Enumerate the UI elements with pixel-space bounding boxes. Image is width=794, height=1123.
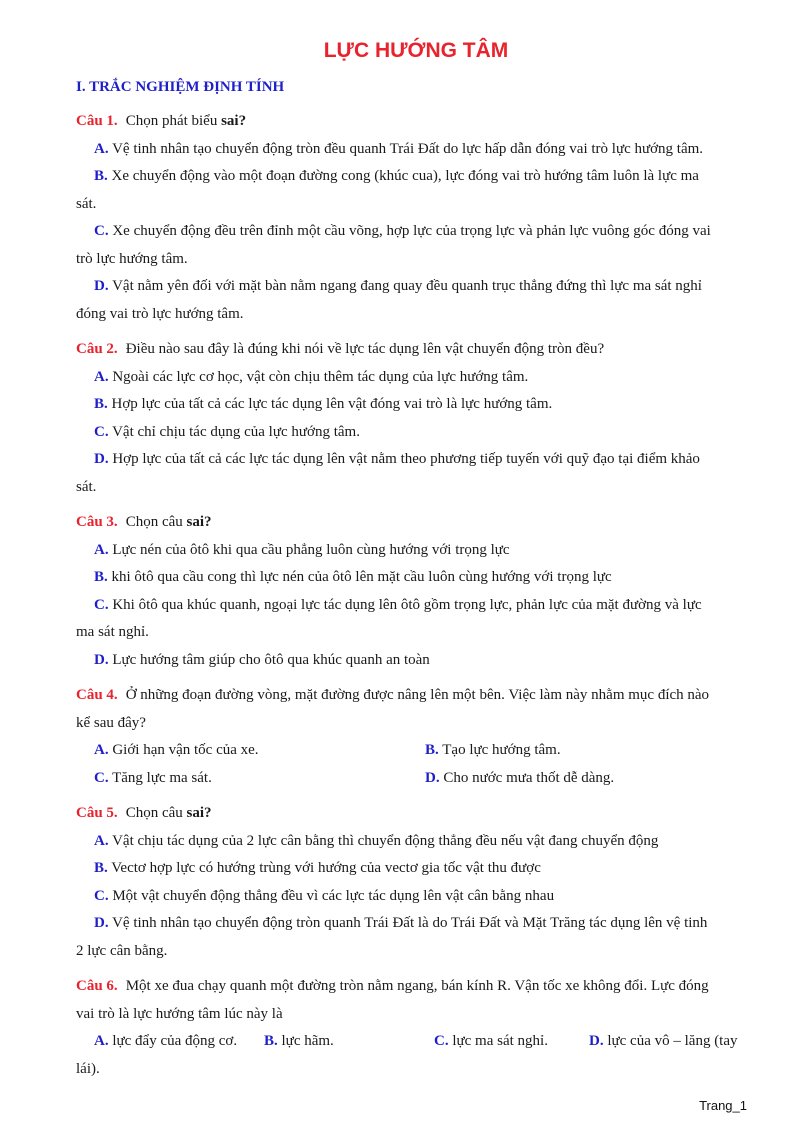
- option-a: A. lực đẩy của động cơ.: [94, 1033, 238, 1049]
- option-d-continued: đóng vai trò lực hướng tâm.: [76, 305, 244, 322]
- option-b: B. Vectơ hợp lực có hướng trùng với hướng của vectơ gia tốc vật thu được: [94, 860, 541, 876]
- question-stem: Chọn phát biểu: [125, 113, 222, 129]
- option-a: A. Vật chịu tác dụng của 2 lực cân bằng thì chuyển động thẳng đều nếu vật đang chuyển động: [94, 832, 659, 849]
- options-row: [76, 1028, 756, 1056]
- option-c: C. Khi ôtô qua khúc quanh, ngoại lực tác dụng lên ôtô gồm trọng lực, phản lực của mặt đường và lực: [94, 596, 702, 613]
- page-number: Trang_1: [699, 1098, 747, 1113]
- option-d: D. Cho nước mưa thốt dễ dàng.: [425, 769, 615, 786]
- option-b: B. khi ôtô qua cầu cong thì lực nén của ôtô lên mặt cầu luôn cùng hướng với trọng lực: [94, 569, 612, 585]
- option-c-continued: trò lực hướng tâm.: [76, 250, 188, 267]
- option-b-continued: sát.: [76, 195, 97, 212]
- option-b: B. lực hãm.: [264, 1033, 334, 1049]
- option-d: D. Lực hướng tâm giúp cho ôtô qua khúc quanh an toàn: [94, 651, 430, 668]
- option-c: C. lực ma sát nghỉ.: [434, 1033, 548, 1049]
- option-b: B. Tạo lực hướng tâm.: [425, 742, 561, 758]
- section-heading: I. TRẮC NGHIỆM ĐỊNH TÍNH: [76, 79, 285, 95]
- question-stem: Một xe đua chạy quanh một đường tròn nằm ngang, bán kính R. Vận tốc xe không đổi. Lực đóng: [125, 978, 709, 994]
- question-stem-continued: vai trò là lực hướng tâm lúc này là: [76, 1005, 283, 1022]
- option-d-continued: lái).: [76, 1060, 100, 1077]
- option-c: C. Vật chỉ chịu tác dụng của lực hướng tâm.: [94, 423, 360, 440]
- question-stem-continued: kể sau đây?: [76, 714, 146, 731]
- option-c-continued: ma sát nghỉ.: [76, 624, 149, 640]
- question-stem-emphasis: sai?: [186, 805, 212, 821]
- question-stem-emphasis: sai?: [186, 514, 212, 530]
- option-a: A. Lực nén của ôtô khi qua cầu phẳng luôn cùng hướng với trọng lực: [94, 541, 510, 558]
- question-number: Câu 3.: [76, 514, 118, 530]
- page-title: LỰC HƯỚNG TÂM: [323, 39, 509, 62]
- option-b: B. Hợp lực của tất cả các lực tác dụng lên vật đóng vai trò là lực hướng tâm.: [94, 396, 553, 412]
- option-c: C. Tăng lực ma sát.: [94, 769, 212, 786]
- option-b: B. Xe chuyển động vào một đoạn đường cong (khúc cua), lực đóng vai trò hướng tâm luôn là lực ma: [94, 168, 699, 184]
- option-c: C. Xe chuyển động đều trên đỉnh một cầu võng, hợp lực của trọng lực và phản lực vuông góc đóng vai: [94, 223, 711, 239]
- option-a: A. Ngoài các lực cơ học, vật còn chịu thêm tác dụng của lực hướng tâm.: [94, 368, 529, 385]
- option-c: C. Một vật chuyển động thẳng đều vì các lực tác dụng lên vật cân bằng nhau: [94, 887, 555, 904]
- option-d-continued: sát.: [76, 478, 97, 495]
- question-6: [76, 973, 756, 1083]
- options-row-2: [76, 765, 756, 793]
- question-1: [76, 108, 756, 328]
- option-d: D. Vật nằm yên đối với mặt bàn nằm ngang đang quay đều quanh trục thẳng đứng thì lực ma sát nghỉ: [94, 278, 702, 294]
- question-number: Câu 1.: [76, 113, 118, 129]
- option-d: D. Hợp lực của tất cả các lực tác dụng lên vật nằm theo phương tiếp tuyến với quỹ đạo tại điểm khảo: [94, 451, 700, 467]
- question-stem-emphasis: sai?: [221, 113, 247, 129]
- question-stem: Chọn câu: [125, 514, 187, 530]
- question-list: [76, 108, 756, 1091]
- question-stem: Chọn câu: [125, 805, 187, 821]
- option-d-continued: 2 lực cân bằng.: [76, 942, 168, 959]
- question-number: Câu 4.: [76, 687, 118, 703]
- option-a: A. Giới hạn vận tốc của xe.: [94, 742, 259, 758]
- option-d: D. lực của vô – lăng (tay: [589, 1033, 738, 1049]
- question-stem: Điều nào sau đây là đúng khi nói về lực tác dụng lên vật chuyển động tròn đều?: [125, 341, 605, 357]
- question-2: [76, 336, 756, 501]
- option-a: A. Vệ tinh nhân tạo chuyển động tròn đều quanh Trái Đất do lực hấp dẫn đóng vai trò lực hướng tâm.: [94, 140, 704, 157]
- question-3: [76, 509, 756, 674]
- question-number: Câu 5.: [76, 805, 118, 821]
- question-stem: Ở những đoạn đường vòng, mặt đường được nâng lên một bên. Việc làm này nhằm mục đích nào: [125, 687, 710, 703]
- question-number: Câu 6.: [76, 978, 118, 994]
- option-d: D. Vệ tinh nhân tạo chuyển động tròn quanh Trái Đất là do Trái Đất và Mặt Trăng tác dụng lên vệ tinh: [94, 915, 708, 931]
- question-5: [76, 800, 756, 965]
- question-4: [76, 682, 756, 792]
- options-row-1: [76, 737, 756, 765]
- question-number: Câu 2.: [76, 341, 118, 357]
